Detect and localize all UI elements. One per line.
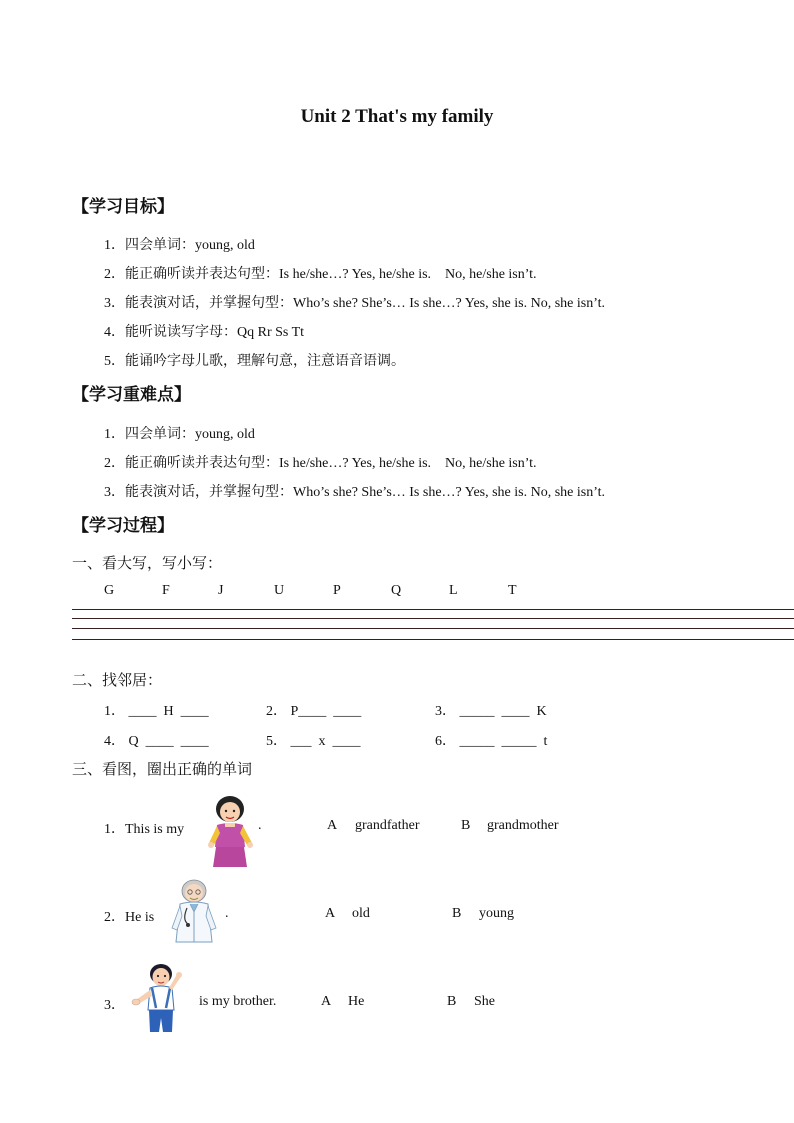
item-chinese: 四会单词： bbox=[125, 426, 195, 442]
goal-item bbox=[104, 350, 405, 370]
question-2 bbox=[104, 906, 154, 926]
goal-item bbox=[104, 234, 255, 254]
item-english: Who’s she? She’s… Is she…? Yes, she is. No, she isn’t. bbox=[293, 296, 606, 311]
item-chinese: 能正确听读并表达句型： bbox=[125, 266, 279, 282]
item-english: Qq Rr Ss Tt bbox=[237, 325, 305, 340]
item-number: 3． bbox=[104, 485, 125, 500]
option-a-text[interactable]: grandfather bbox=[355, 818, 420, 833]
option-b-text[interactable]: She bbox=[474, 994, 495, 1009]
item-chinese: 能表演对话，并掌握句型： bbox=[125, 295, 293, 311]
capital-letter: U bbox=[274, 583, 285, 598]
option-a-text[interactable]: old bbox=[352, 906, 370, 921]
capital-letter: G bbox=[104, 583, 115, 598]
item-number: 2． bbox=[104, 267, 125, 282]
section-heading-process: 【学习过程】 bbox=[72, 516, 174, 536]
capital-letter: L bbox=[449, 583, 458, 598]
option-b-letter[interactable]: B bbox=[447, 994, 457, 1009]
goal-item bbox=[104, 321, 304, 341]
question-text-after: is my brother. bbox=[199, 994, 277, 1009]
item-english: Is he/she…? Yes, he/she is. No, he/she isn’t. bbox=[279, 456, 537, 471]
item-number: 3． bbox=[104, 296, 125, 311]
question-1 bbox=[104, 818, 184, 838]
capital-letter: Q bbox=[391, 583, 402, 598]
neighbor-item: 4． Q ____ ____ bbox=[104, 734, 209, 749]
option-a-letter[interactable]: A bbox=[325, 906, 336, 921]
old-man-icon bbox=[168, 878, 220, 944]
neighbor-item: 6． _____ _____ t bbox=[435, 734, 548, 749]
keypoint-item bbox=[104, 452, 537, 472]
item-number: 2． bbox=[104, 456, 125, 471]
item-number: 4． bbox=[104, 325, 125, 340]
option-a-letter[interactable]: A bbox=[327, 818, 338, 833]
exercise-1-title: 一、看大写，写小写： bbox=[72, 554, 223, 572]
item-chinese: 能诵吟字母儿歌，理解句意，注意语音语调。 bbox=[125, 353, 405, 369]
exercise-2-title: 二、找邻居： bbox=[72, 671, 163, 689]
question-text-after: . bbox=[225, 906, 229, 921]
writing-line bbox=[72, 609, 794, 610]
option-a-letter[interactable]: A bbox=[321, 994, 332, 1009]
neighbor-item: 3． _____ ____ K bbox=[435, 704, 547, 719]
writing-line bbox=[72, 628, 794, 629]
question-text-before: This is my bbox=[125, 822, 185, 837]
boy-icon bbox=[128, 962, 194, 1034]
item-chinese: 四会单词： bbox=[125, 237, 195, 253]
option-a-text[interactable]: He bbox=[348, 994, 365, 1009]
item-english: Who’s she? She’s… Is she…? Yes, she is. No, she isn’t. bbox=[293, 485, 606, 500]
item-number: 1． bbox=[104, 427, 125, 442]
neighbor-item: 5． ___ x ____ bbox=[266, 734, 361, 749]
option-b-letter[interactable]: B bbox=[461, 818, 471, 833]
item-english: young, old bbox=[195, 427, 255, 442]
capital-letter: F bbox=[162, 583, 170, 598]
question-text-before: He is bbox=[125, 910, 155, 925]
option-b-text[interactable]: young bbox=[479, 906, 514, 921]
neighbor-item: 1． ____ H ____ bbox=[104, 704, 209, 719]
writing-line bbox=[72, 618, 794, 619]
item-english: young, old bbox=[195, 238, 255, 253]
goal-item bbox=[104, 292, 605, 312]
neighbor-item: 2． P____ ____ bbox=[266, 704, 362, 719]
grandmother-icon bbox=[205, 793, 257, 869]
item-number: 1． bbox=[104, 238, 125, 253]
option-b-letter[interactable]: B bbox=[452, 906, 462, 921]
capital-letter: J bbox=[218, 583, 224, 598]
item-number: 5． bbox=[104, 354, 125, 369]
question-number: 2． bbox=[104, 910, 125, 925]
section-heading-goals: 【学习目标】 bbox=[72, 197, 174, 217]
goal-item bbox=[104, 263, 537, 283]
page-title: Unit 2 That's my family bbox=[300, 106, 494, 127]
capital-letter: T bbox=[508, 583, 517, 598]
item-chinese: 能表演对话，并掌握句型： bbox=[125, 484, 293, 500]
item-chinese: 能正确听读并表达句型： bbox=[125, 455, 279, 471]
keypoint-item bbox=[104, 481, 605, 501]
section-heading-keypoints: 【学习重难点】 bbox=[72, 385, 191, 405]
writing-line bbox=[72, 639, 794, 640]
keypoint-item bbox=[104, 423, 255, 443]
item-english: Is he/she…? Yes, he/she is. No, he/she isn’t. bbox=[279, 267, 537, 282]
question-text-after: . bbox=[258, 818, 262, 833]
question-number: 3． bbox=[104, 998, 125, 1013]
option-b-text[interactable]: grandmother bbox=[487, 818, 559, 833]
capital-letter: P bbox=[333, 583, 341, 598]
question-number: 1． bbox=[104, 822, 125, 837]
exercise-3-title: 三、看图，圈出正确的单词 bbox=[72, 760, 253, 778]
item-chinese: 能听说读写字母： bbox=[125, 324, 237, 340]
